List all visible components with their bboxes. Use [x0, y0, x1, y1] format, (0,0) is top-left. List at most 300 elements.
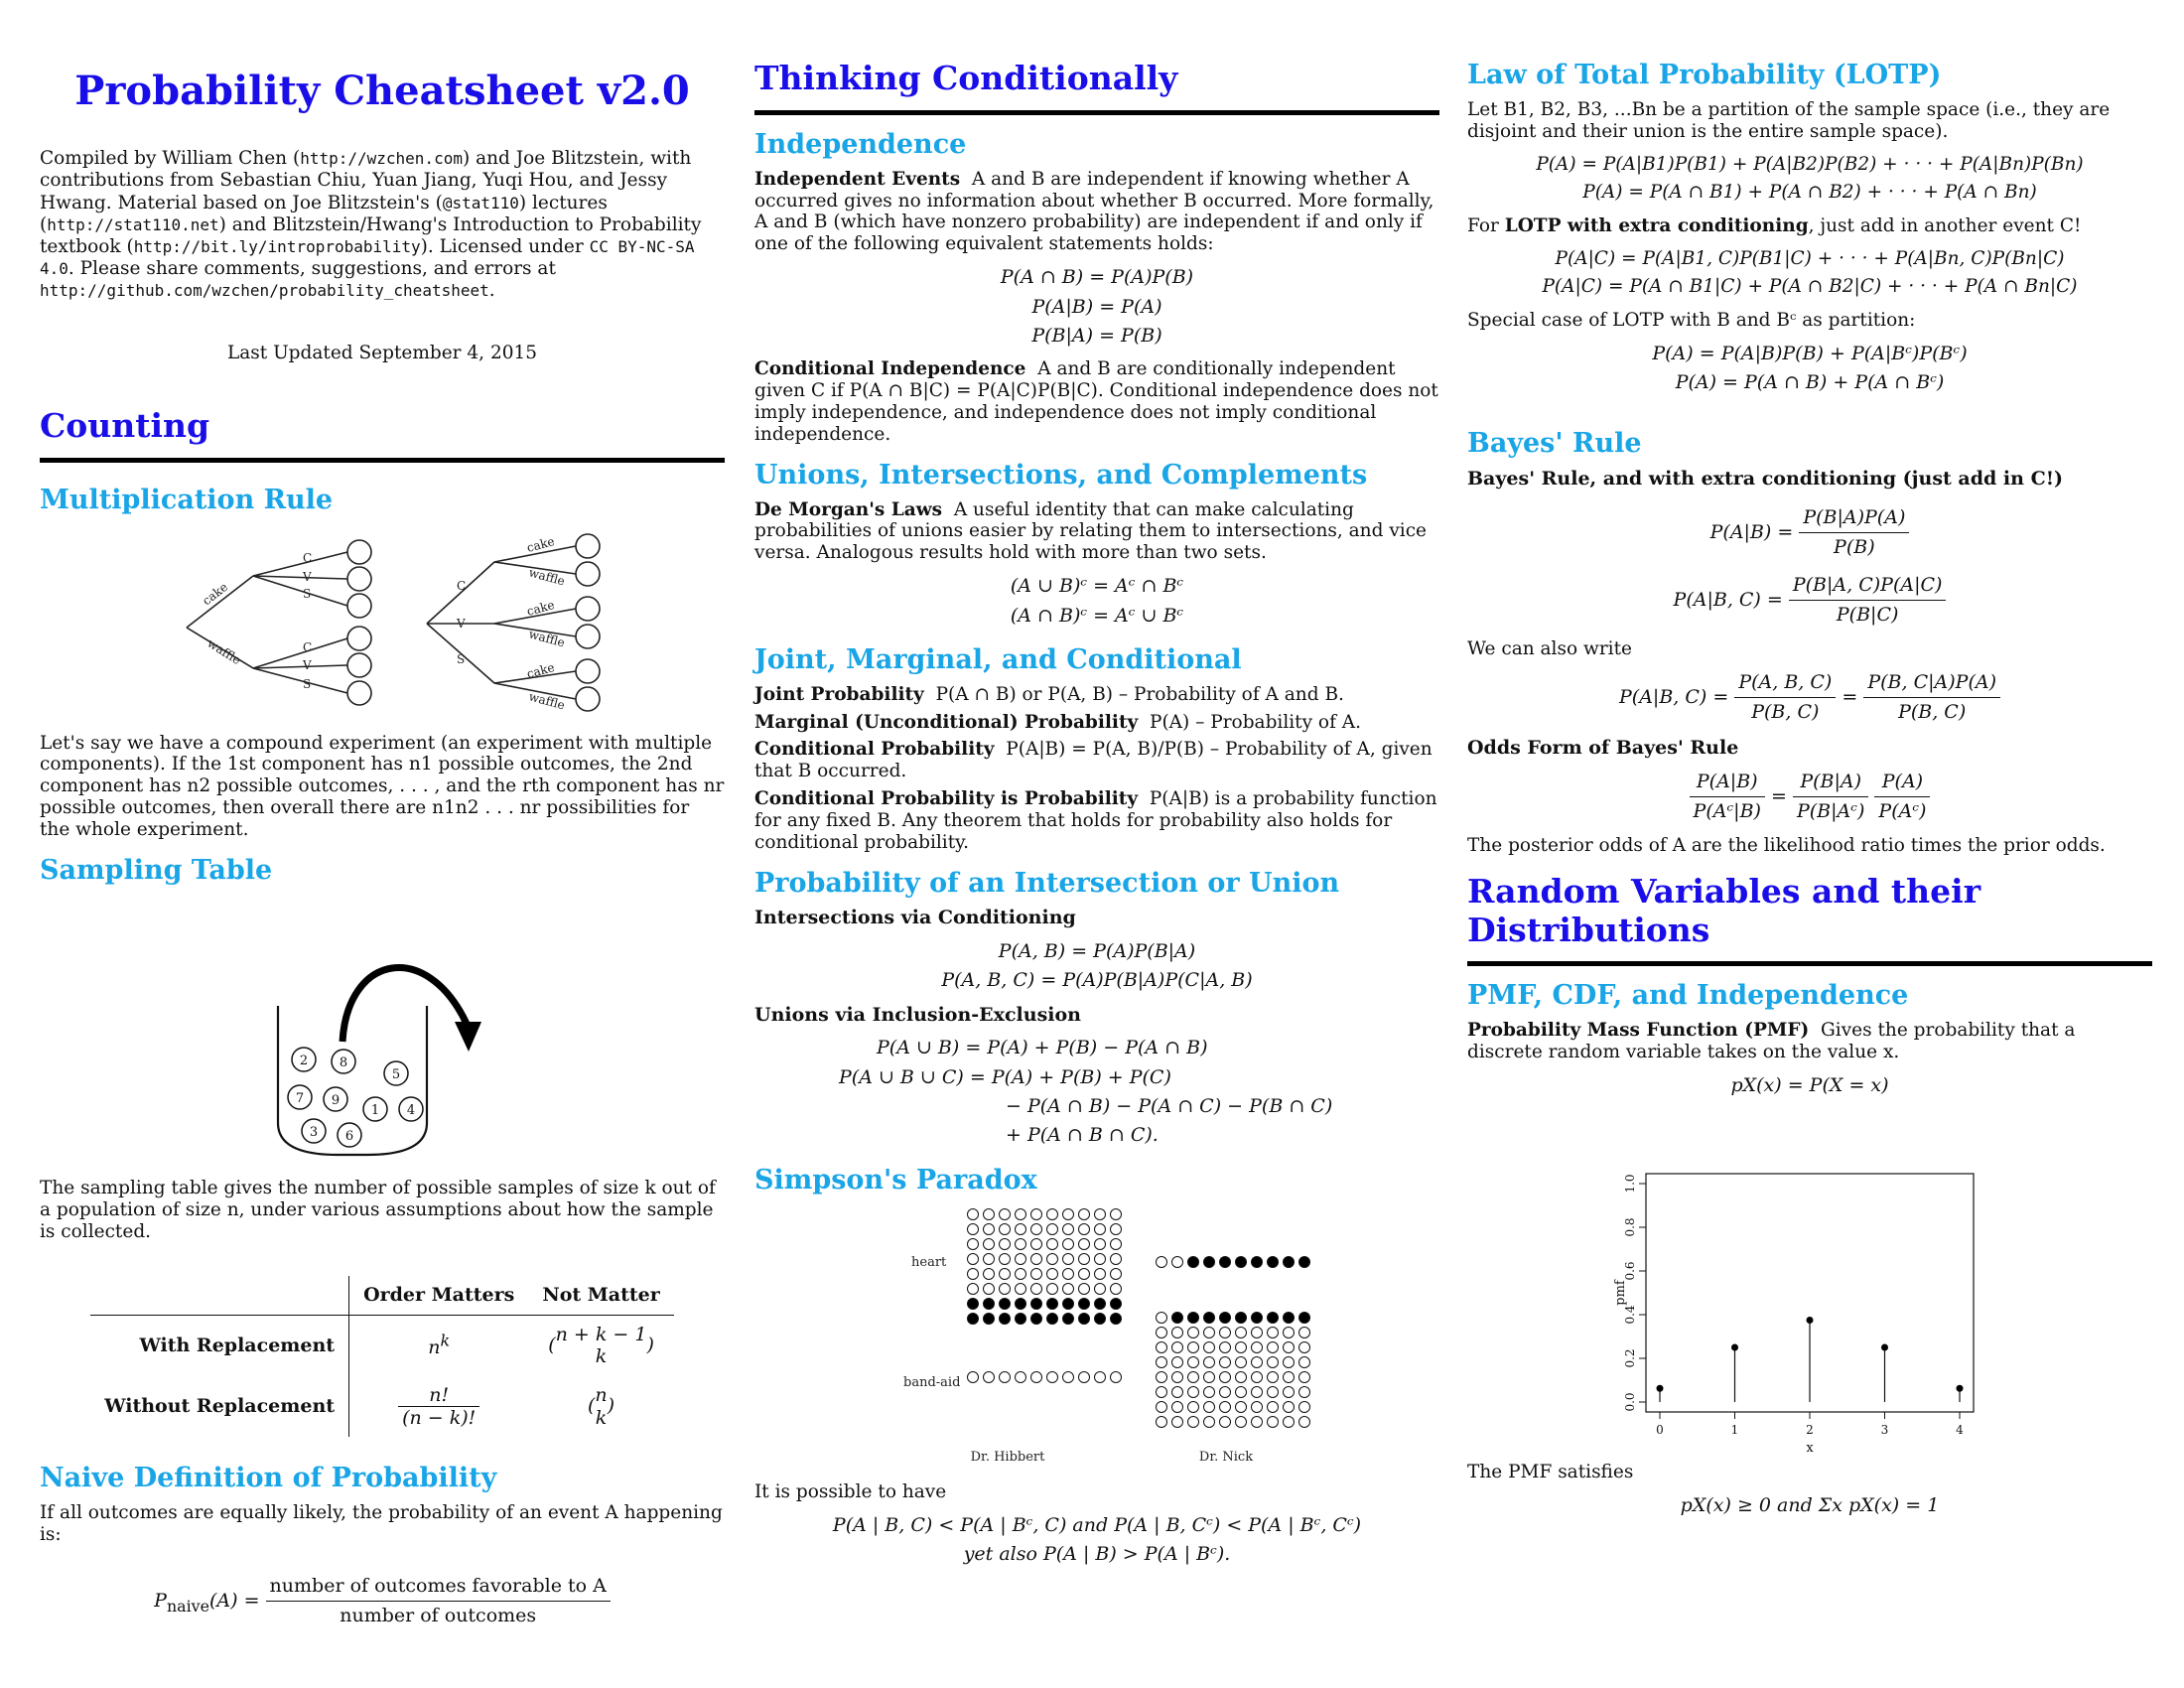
simpson-dot: [1252, 1327, 1263, 1337]
lotp-extra-equations: P(A|C) = P(A|B1, C)P(B1|C) + · · · + P(A|Bn, C)P(Bn|C) P(A|C) = P(A ∩ B1|C) + P(A ∩ B2|C) + · · · + P(A ∩ Bn|C): [1542, 247, 2078, 298]
simpson-dot: [968, 1238, 979, 1249]
simpson-dot: [1236, 1312, 1247, 1323]
simpson-dot: [1299, 1371, 1310, 1382]
simpson-dot: [1095, 1253, 1106, 1264]
simpson-dot: [1236, 1416, 1247, 1427]
tree-label-cake4: cake: [525, 660, 557, 682]
simpson-dot: [1284, 1312, 1295, 1323]
bayes-eq3: P(A|B, C) = $\frac{P(A, B, C)}{P(B, C)}$ = $\frac{P(B, C|A)P(A)}{P(B, C)}$: [1467, 668, 2152, 728]
simpson-dot: [1284, 1401, 1295, 1412]
intersections-via-conditioning: Intersections via Conditioning: [754, 907, 1076, 929]
simpson-dot: [984, 1223, 995, 1234]
pmf-point: [1657, 1385, 1664, 1392]
bayes-eq2: P(A|B, C) = $\frac{P(B|A, C)P(A|C)}{P(B|C)}$: [1467, 571, 2152, 631]
simpson-dot: [1031, 1371, 1042, 1382]
link-stat110-handle[interactable]: @stat110: [442, 193, 519, 212]
simpson-dot: [1157, 1401, 1167, 1412]
simpson-dot: [1204, 1356, 1215, 1367]
tree-label-s3: S: [457, 652, 466, 667]
simpson-dot: [1063, 1313, 1074, 1324]
pmf-ytick-label: 0.2: [1623, 1348, 1637, 1368]
simpson-dot: [1188, 1341, 1199, 1352]
simpson-dot: [1299, 1356, 1310, 1367]
simpson-dot: [1204, 1341, 1215, 1352]
simpson-dot: [1236, 1356, 1247, 1367]
pmf-xtick-label: 4: [1956, 1423, 1964, 1438]
simpson-dot: [1047, 1238, 1058, 1249]
heading-lotp: Law of Total Probability (LOTP): [1467, 60, 1942, 90]
simpson-dot: [1016, 1298, 1026, 1309]
pmf-ytick-label: 1.0: [1623, 1174, 1637, 1194]
simpson-dot: [1079, 1268, 1090, 1279]
section-counting: Counting: [40, 407, 725, 463]
simpson-dot: [984, 1253, 995, 1264]
simpson-dot: [1079, 1313, 1090, 1324]
simpson-dot: [1220, 1312, 1231, 1323]
tree-label-cake3: cake: [525, 598, 557, 620]
col-not-matter: Not Matter: [528, 1276, 673, 1315]
simpson-dot: [1204, 1416, 1215, 1427]
ball-8: 8: [339, 1055, 348, 1070]
simpson-dot: [1204, 1256, 1215, 1267]
simpson-dot: [1000, 1223, 1011, 1234]
simpson-dot: [1268, 1256, 1279, 1267]
simpson-dot: [1268, 1341, 1279, 1352]
simpson-dot: [1063, 1223, 1074, 1234]
simpson-dot: [1204, 1371, 1215, 1382]
simpson-equations: P(A | B, C) < P(A | Bᶜ, C) and P(A | B, Cᶜ) < P(A | Bᶜ, Cᶜ) yet also P(A | B) > P(A | Bᶜ).: [832, 1514, 1362, 1566]
simpson-dot: [1284, 1256, 1295, 1267]
simpson-dot: [1063, 1238, 1074, 1249]
ball-3: 3: [309, 1124, 319, 1140]
simpson-dot: [1063, 1268, 1074, 1279]
tree-label-s: S: [303, 587, 312, 602]
odds-label: Odds Form of Bayes' Rule: [1467, 737, 1739, 760]
simpson-dot: [1188, 1371, 1199, 1382]
simpson-dot: [1268, 1386, 1279, 1397]
tree-label-waffle4: waffle: [527, 689, 567, 713]
simpson-dot: [1172, 1327, 1183, 1337]
tree-label-c2: C: [303, 640, 313, 655]
tree-label-v3: V: [457, 617, 466, 632]
simpson-dot: [968, 1298, 979, 1309]
simpson-dot: [1236, 1401, 1247, 1412]
simpson-dot: [1111, 1253, 1122, 1264]
simpson-dot: [1188, 1386, 1199, 1397]
simpson-dot: [1299, 1416, 1310, 1427]
simpson-dot: [1220, 1327, 1231, 1337]
naive-text: If all outcomes are equally likely, the probability of an event A happening is:: [40, 1502, 723, 1546]
tree-label-c3: C: [457, 579, 467, 594]
pmf-point: [1881, 1344, 1888, 1351]
conditional-independence: Conditional Independence A and B are conditionally independent given C if P(A ∩ B|C) = P(A|C)P(B|C). Conditional independence does not imply independence, and independence does not imply conditional independence.: [754, 358, 1438, 445]
intro-text: Compiled by William Chen (http://wzchen.com) and Joe Blitzstein, with contributions from Sebastian Chiu, Yuan Jiang, Yuqi Hou, and Jessy Hwang. Material based on Joe Blitzstein's (@stat110) lectures (http://stat110.net) and Blitzstein/Hwang's Introduction to Probability textbook (http://bit.ly/introprobability). Licensed under CC BY-NC-SA 4.0. Please share comments, suggestions, and errors at http://github.com/wzchen/probability_cheatsheet.: [40, 148, 702, 302]
pmf-point: [1731, 1344, 1738, 1351]
simpson-dot: [1079, 1298, 1090, 1309]
link-introprob[interactable]: http://bit.ly/introprobability: [133, 236, 421, 256]
bayes-label: Bayes' Rule, and with extra conditioning (just add in C!): [1467, 467, 2064, 490]
simpson-dot: [1095, 1223, 1106, 1234]
simpson-dot: [1111, 1223, 1122, 1234]
link-stat110[interactable]: http://stat110.net: [47, 214, 219, 234]
section-random-variables: Random Variables and their Distributions: [1467, 873, 2152, 967]
simpson-dot: [1016, 1208, 1026, 1219]
simpson-dot: [968, 1208, 979, 1219]
pmf-xtick-label: 1: [1730, 1423, 1739, 1438]
simpson-dot: [984, 1313, 995, 1324]
tree-label-v2: V: [303, 658, 312, 673]
pmf-ytick-label: 0.4: [1623, 1305, 1637, 1325]
simpson-dot: [984, 1238, 995, 1249]
simpson-dot: [984, 1283, 995, 1294]
simpson-dot: [1188, 1356, 1199, 1367]
section-thinking-conditionally: Thinking Conditionally: [754, 60, 1439, 115]
simpson-dot: [1252, 1256, 1263, 1267]
col-order-matters: Order Matters: [349, 1276, 529, 1315]
simpson-dot: [1188, 1401, 1199, 1412]
naive-numerator: number of outcomes favorable to A: [266, 1572, 611, 1602]
simpson-dot: [1095, 1268, 1106, 1279]
simpson-dot: [1299, 1256, 1310, 1267]
simpson-dot: [1031, 1223, 1042, 1234]
simpson-dot: [1252, 1401, 1263, 1412]
simpson-diagram: [754, 1204, 1439, 1473]
simpson-dot: [1016, 1268, 1026, 1279]
heading-multiplication-rule: Multiplication Rule: [40, 485, 334, 516]
simpson-dot: [1000, 1253, 1011, 1264]
pmf-point: [1957, 1385, 1964, 1392]
simpson-dot: [1016, 1313, 1026, 1324]
naive-denominator: number of outcomes: [340, 1605, 537, 1627]
simpson-dot: [1236, 1327, 1247, 1337]
simpson-dot: [1268, 1371, 1279, 1382]
simpson-dot: [1000, 1238, 1011, 1249]
tree-label-waffle: waffle: [205, 635, 244, 668]
label-bandaid: band-aid: [903, 1374, 961, 1390]
simpson-dot: [1268, 1401, 1279, 1412]
urn-diagram: [40, 895, 725, 1173]
simpson-dot: [1047, 1208, 1058, 1219]
sampling-text: The sampling table gives the number of possible samples of size k out of a population of size n, under various assumptions about how the sample is collected.: [40, 1177, 716, 1242]
label-dr-nick: Dr. Nick: [1198, 1449, 1254, 1465]
lotp-equations: P(A) = P(A|B1)P(B1) + P(A|B2)P(B2) + · · · + P(A|Bn)P(Bn) P(A) = P(A ∩ B1) + P(A ∩ B2) + · · · + P(A ∩ Bn): [1536, 153, 2084, 204]
simpson-dot: [984, 1268, 995, 1279]
independence-equations: P(A ∩ B) = P(A)P(B) P(A|B) = P(A) P(B|A) = P(B): [1000, 266, 1194, 347]
simpson-dot: [1268, 1327, 1279, 1337]
simpson-dot: [1252, 1356, 1263, 1367]
odds-equation: $\frac{P(A|B)}{\text{P(Aᶜ|B)}}$ = $\frac{P(B|A)}{\text{P(B|Aᶜ)}}$ $\frac{P(A)}{\text{P(Aᶜ)}}$: [1467, 768, 2152, 827]
simpson-dot: [1031, 1268, 1042, 1279]
heading-intersection-union: Probability of an Intersection or Union: [754, 867, 1340, 899]
simpson-dot: [1111, 1371, 1122, 1382]
pmf-xlabel: x: [1806, 1441, 1814, 1453]
row-without-replacement: Without Replacement: [104, 1395, 336, 1418]
simpson-dot: [968, 1283, 979, 1294]
pmf-ytick-label: 0.8: [1623, 1217, 1637, 1237]
also-write: We can also write: [1467, 637, 1632, 659]
pmf-definition: Probability Mass Function (PMF) Gives the probability that a discrete random variable takes on the value x.: [1467, 1020, 2076, 1063]
simpson-dot: [1079, 1208, 1090, 1219]
simpson-dot: [1000, 1283, 1011, 1294]
simpson-dot: [1000, 1298, 1011, 1309]
simpson-dot: [1220, 1356, 1231, 1367]
tree-label-s2: S: [303, 677, 312, 692]
cell-with-noorder: ( n + k − 1 k ): [548, 1323, 654, 1368]
simpson-dot: [1047, 1313, 1058, 1324]
simpson-dot: [1204, 1327, 1215, 1337]
simpson-dot: [1079, 1283, 1090, 1294]
simpson-dot: [1016, 1283, 1026, 1294]
ball-5: 5: [391, 1066, 401, 1082]
ball-4: 4: [406, 1102, 416, 1118]
simpson-dot: [1220, 1401, 1231, 1412]
lotp-special-equations: P(A) = P(A|B)P(B) + P(A|Bᶜ)P(Bᶜ) P(A) = P(A ∩ B) + P(A ∩ Bᶜ): [1652, 342, 1968, 394]
simpson-dot: [1031, 1283, 1042, 1294]
simpson-dot: [1236, 1371, 1247, 1382]
simpson-dot: [1172, 1256, 1183, 1267]
unions-via-inclusion-exclusion: Unions via Inclusion-Exclusion: [754, 1003, 1081, 1026]
simpson-dot: [1000, 1313, 1011, 1324]
tree-label-v: V: [303, 570, 312, 585]
heading-naive-definition: Naive Definition of Probability: [40, 1463, 497, 1494]
de-morgan: De Morgan's Laws A useful identity that can make calculating probabilities of unions easier by relating them to intersections, and vice versa. Analogous results hold with more than two sets.: [754, 498, 1428, 564]
simpson-dot: [1063, 1208, 1074, 1219]
simpson-dot: [1063, 1283, 1074, 1294]
ball-9: 9: [331, 1092, 341, 1108]
column-1: [40, 60, 725, 1639]
ball-6: 6: [344, 1128, 354, 1144]
link-wzchen[interactable]: http://wzchen.com: [300, 149, 463, 169]
simpson-dot: [1284, 1386, 1295, 1397]
simpson-dot: [1047, 1298, 1058, 1309]
heading-sampling-table: Sampling Table: [40, 854, 273, 886]
heading-unions: Unions, Intersections, and Complements: [754, 459, 1368, 491]
simpson-dot: [1172, 1416, 1183, 1427]
simpson-dot: [968, 1313, 979, 1324]
simpson-dot: [1047, 1253, 1058, 1264]
simpson-dot: [1220, 1416, 1231, 1427]
simpson-dot: [1172, 1341, 1183, 1352]
label-heart: heart: [911, 1254, 947, 1270]
simpson-dot: [1063, 1298, 1074, 1309]
simpson-dot: [1031, 1253, 1042, 1264]
simpson-dot: [1095, 1371, 1106, 1382]
pmf-ytick-label: 0.6: [1623, 1261, 1637, 1281]
simpson-dot: [1095, 1238, 1106, 1249]
simpson-dot: [1063, 1371, 1074, 1382]
ivc-equations: P(A, B) = P(A)P(B|A) P(A, B, C) = P(A)P(B|A)P(C|A, B): [941, 939, 1253, 992]
simpson-dot: [1111, 1313, 1122, 1324]
simpson-dot: [1284, 1341, 1295, 1352]
simpson-dot: [1079, 1371, 1090, 1382]
simpson-dot: [984, 1298, 995, 1309]
ball-2: 2: [299, 1053, 309, 1068]
simpson-dot: [1095, 1283, 1106, 1294]
simpson-dot: [1299, 1401, 1310, 1412]
simpson-dot: [1268, 1416, 1279, 1427]
simpson-dot: [968, 1223, 979, 1234]
simpson-dot: [1268, 1356, 1279, 1367]
simpson-dot: [1157, 1416, 1167, 1427]
pmf-xtick-label: 2: [1806, 1423, 1814, 1438]
simpson-dot: [1252, 1386, 1263, 1397]
simpson-dot: [1188, 1416, 1199, 1427]
simpson-dot: [1079, 1238, 1090, 1249]
heading-bayes: Bayes' Rule: [1467, 427, 1642, 459]
simpson-dot: [1172, 1386, 1183, 1397]
simpson-dot: [1047, 1268, 1058, 1279]
simpson-dot: [1095, 1298, 1106, 1309]
pmf-xtick-label: 0: [1656, 1423, 1664, 1438]
simpson-dot: [1157, 1356, 1167, 1367]
simpson-dot: [1188, 1256, 1199, 1267]
simpson-dot: [1031, 1313, 1042, 1324]
tree-label-c: C: [303, 551, 313, 566]
cell-nk: $n^k$: [428, 1331, 451, 1359]
cell-nfact: n!: [398, 1384, 479, 1407]
simpson-dot: [1047, 1283, 1058, 1294]
pmf-ytick-label: 0.0: [1623, 1392, 1637, 1412]
tree-diagram: [40, 524, 725, 723]
simpson-dot: [1284, 1371, 1295, 1382]
simpson-dot: [1172, 1401, 1183, 1412]
simpson-text: It is possible to have: [754, 1481, 947, 1503]
column-2: [754, 60, 1439, 1578]
simpson-dot: [1157, 1386, 1167, 1397]
tree-label-cake2: cake: [525, 534, 557, 556]
simpson-dot: [1188, 1312, 1199, 1323]
last-updated: Last Updated September 4, 2015: [226, 342, 538, 363]
simpson-dot: [1157, 1327, 1167, 1337]
simpson-dot: [1252, 1312, 1263, 1323]
simpson-dot: [1299, 1312, 1310, 1323]
pmf-xtick-label: 3: [1880, 1423, 1889, 1438]
license: CC BY-NC-SA 4.0: [40, 236, 695, 279]
pmf-equation: pX(x) = P(X = x): [1730, 1073, 1889, 1096]
simpson-dot: [1299, 1327, 1310, 1337]
simpson-dot: [1079, 1223, 1090, 1234]
joint-probability: Joint Probability P(A ∩ B) or P(A, B) – Probability of A and B.: [754, 683, 1344, 705]
de-morgan-equations: (A ∪ B)ᶜ = Aᶜ ∩ Bᶜ (A ∩ B)ᶜ = Aᶜ ∪ Bᶜ: [1010, 575, 1184, 627]
lotp-extra: For LOTP with extra conditioning, just add in another event C!: [1467, 214, 2082, 236]
sampling-table: [90, 1276, 674, 1437]
pmf-chart: [1467, 1114, 2152, 1452]
simpson-dot: [1000, 1268, 1011, 1279]
simpson-dot: [1031, 1208, 1042, 1219]
simpson-dot: [1236, 1386, 1247, 1397]
simpson-dot: [1236, 1256, 1247, 1267]
simpson-dot: [1220, 1341, 1231, 1352]
simpson-dot: [1016, 1371, 1026, 1382]
simpson-dot: [1299, 1386, 1310, 1397]
simpson-dot: [1111, 1283, 1122, 1294]
simpson-dot: [1220, 1256, 1231, 1267]
independent-events: Independent Events A and B are independent if knowing whether A occurred gives no information about whether B occurred. More formally, A and B (which have nonzero probability) are independent if and only if one of the following equivalent statements holds:: [754, 168, 1434, 255]
link-github[interactable]: http://github.com/wzchen/probability_cheatsheet: [40, 281, 489, 301]
column-3: [1467, 60, 2152, 1528]
simpson-dot: [1299, 1341, 1310, 1352]
simpson-dot: [1252, 1341, 1263, 1352]
simpson-dot: [1172, 1312, 1183, 1323]
simpson-dot: [1157, 1371, 1167, 1382]
ball-1: 1: [370, 1102, 380, 1118]
simpson-dot: [1236, 1341, 1247, 1352]
simpson-dot: [1220, 1386, 1231, 1397]
simpson-dot: [1172, 1371, 1183, 1382]
conditional-probability: Conditional Probability P(A|B) = P(A, B)/P(B) – Probability of A, given that B occurred.: [754, 739, 1433, 782]
bayes-eq1: P(A|B) = $\frac{P(B|A)P(A)}{P(B)}$: [1467, 503, 2152, 563]
simpson-dot: [968, 1253, 979, 1264]
simpson-dot: [1188, 1327, 1199, 1337]
odds-text: The posterior odds of A are the likelihood ratio times the prior odds.: [1467, 834, 2106, 856]
tree-label-cake: cake: [200, 580, 231, 609]
simpson-dot: [1111, 1238, 1122, 1249]
simpson-dot: [1000, 1371, 1011, 1382]
simpson-dot: [1157, 1256, 1167, 1267]
simpson-dot: [1047, 1223, 1058, 1234]
simpson-dot: [1111, 1208, 1122, 1219]
simpson-dot: [984, 1371, 995, 1382]
simpson-dot: [1204, 1401, 1215, 1412]
naive-formula: $P_{naive}(A)$ = $\frac{\text{number of outcomes favorable to A}}{\text{number of outcomes}}$: [40, 1572, 725, 1631]
simpson-dot: [1095, 1208, 1106, 1219]
simpson-dot: [1016, 1223, 1026, 1234]
cell-binom: ( n k ): [588, 1384, 615, 1429]
simpson-dot: [1220, 1371, 1231, 1382]
cell-with-order: [349, 1315, 529, 1375]
simpson-dot: [1031, 1238, 1042, 1249]
heading-pmf-cdf: PMF, CDF, and Independence: [1467, 980, 1909, 1012]
lotp-special: Special case of LOTP with B and Bᶜ as partition:: [1467, 310, 1916, 332]
heading-simpson: Simpson's Paradox: [754, 1164, 1037, 1196]
simpson-dot: [1047, 1371, 1058, 1382]
simpson-dot: [1252, 1371, 1263, 1382]
simpson-dot: [1284, 1356, 1295, 1367]
simpson-dot: [1079, 1253, 1090, 1264]
simpson-dot: [1157, 1312, 1167, 1323]
lotp-text: Let B1, B2, B3, ...Bn be a partition of the sample space (i.e., they are disjoint and their union is the entire sample space).: [1467, 98, 2111, 142]
simpson-dot: [1172, 1356, 1183, 1367]
pmf-conditions: pX(x) ≥ 0 and Σx pX(x) = 1: [1680, 1493, 1940, 1516]
simpson-dot: [1252, 1416, 1263, 1427]
cond-is-probability: Conditional Probability is Probability P(A|B) is a probability function for any fixed B. Any theorem that holds for probability also holds for conditional probability.: [754, 788, 1437, 853]
simpson-dot: [1000, 1208, 1011, 1219]
simpson-dot: [1268, 1312, 1279, 1323]
pmf-satisfies: The PMF satisfies: [1467, 1461, 1634, 1482]
simpson-dot: [1031, 1298, 1042, 1309]
simpson-dot: [1111, 1298, 1122, 1309]
ball-7: 7: [295, 1090, 305, 1106]
simpson-dot: [1063, 1253, 1074, 1264]
pmf-ylabel: pmf: [1613, 1280, 1628, 1307]
page-title: Probability Cheatsheet v2.0: [74, 68, 690, 114]
heading-joint-marginal: Joint, Marginal, and Conditional: [754, 643, 1242, 675]
simpson-dot: [1284, 1416, 1295, 1427]
simpson-dot: [1284, 1327, 1295, 1337]
simpson-dot: [1204, 1386, 1215, 1397]
simpson-dot: [1111, 1268, 1122, 1279]
simpson-dot: [968, 1268, 979, 1279]
label-dr-hibbert: Dr. Hibbert: [970, 1449, 1045, 1465]
simpson-dot: [1016, 1253, 1026, 1264]
marginal-probability: Marginal (Unconditional) Probability P(A) – Probability of A.: [754, 711, 1362, 733]
pmf-point: [1807, 1317, 1814, 1324]
uie-equations: P(A ∪ B) = P(A) + P(B) − P(A ∩ B) P(A ∪ B ∪ C) = P(A) + P(B) + P(C) − P(A ∩ B) − P(A ∩ C) − P(B ∩ C) + P(A ∩ B ∩ C).: [839, 1037, 1333, 1147]
tree-label-waffle2: waffle: [527, 565, 567, 589]
heading-independence: Independence: [754, 128, 967, 160]
simpson-dot: [1157, 1341, 1167, 1352]
simpson-dot: [1095, 1313, 1106, 1324]
